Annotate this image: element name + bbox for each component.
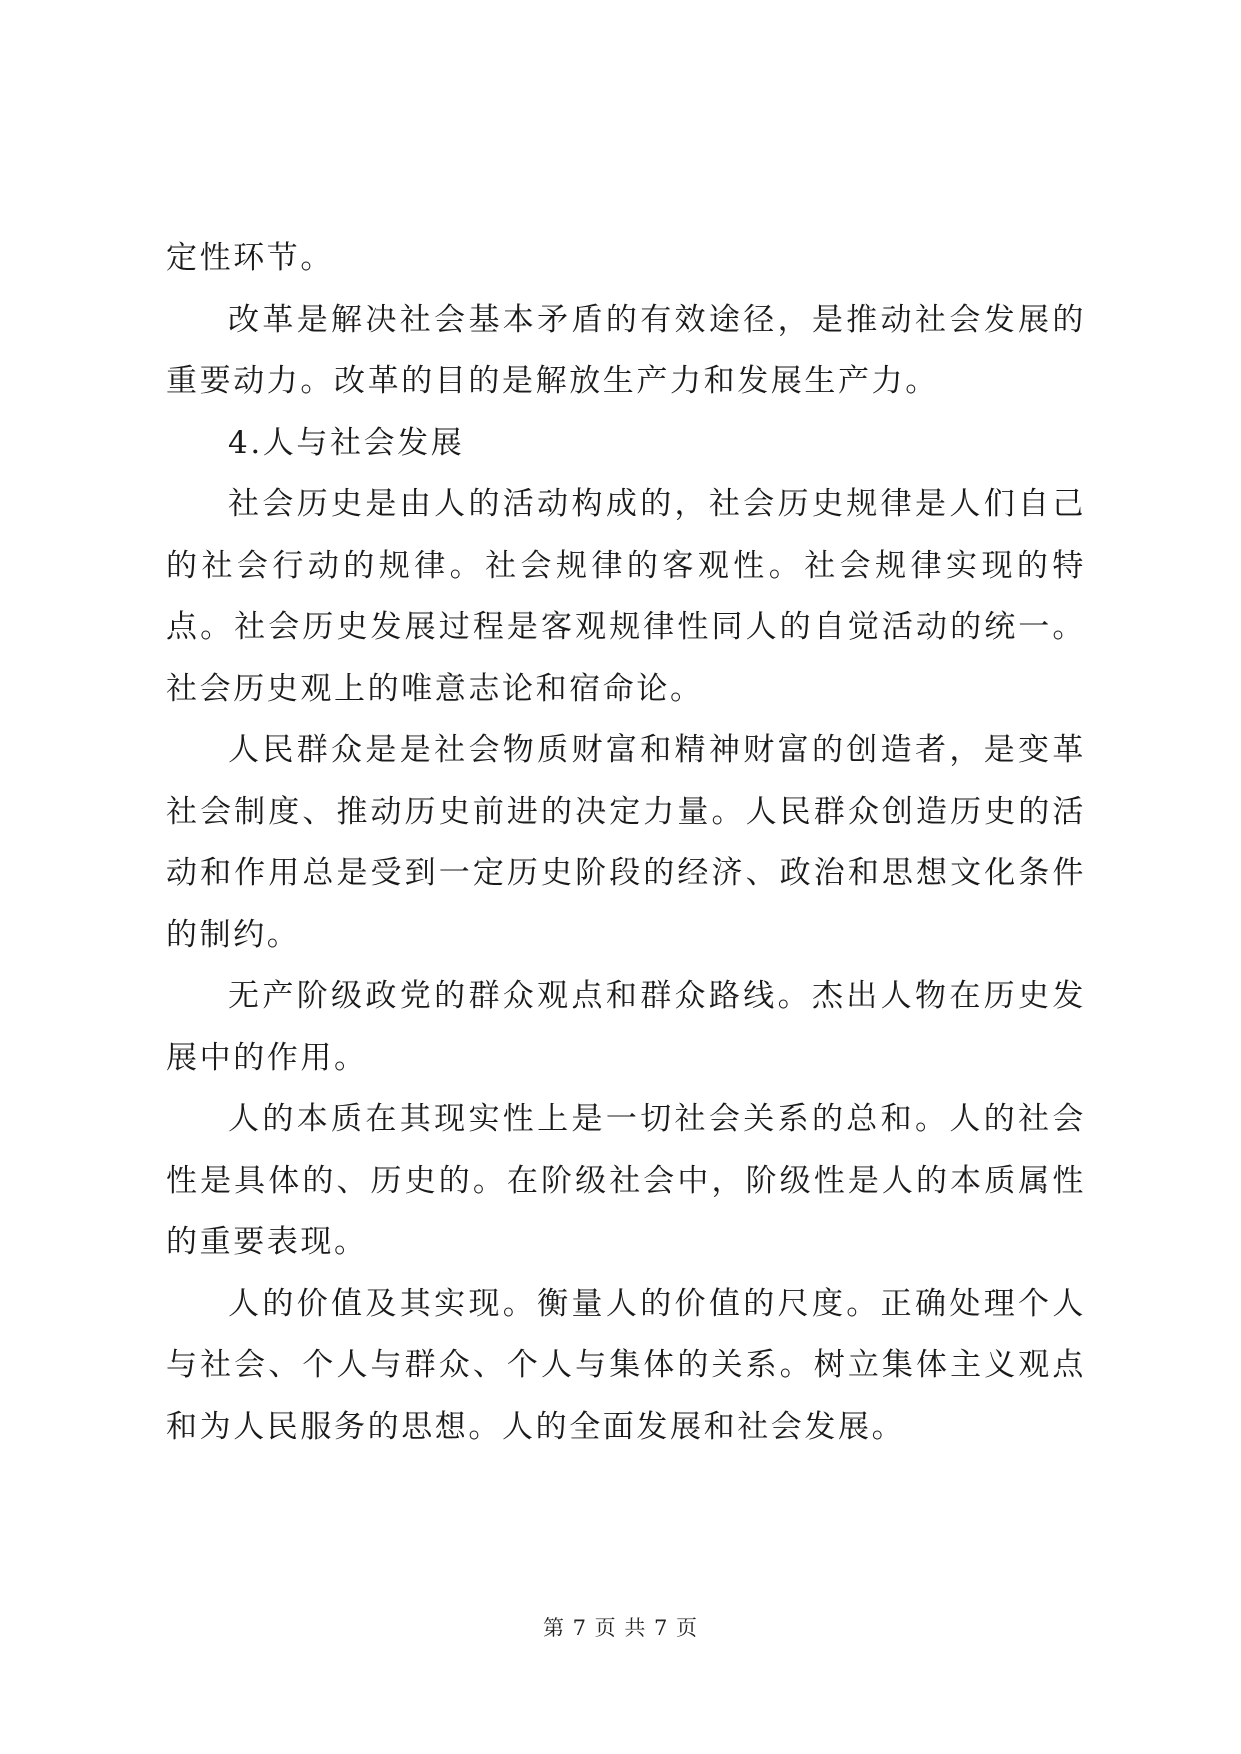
page-footer: [0, 1612, 1241, 1642]
paragraph-6: 人的本质在其现实性上是一切社会关系的总和。人的社会性是具体的、历史的。在阶级社会中，阶级性是人的本质属性的重要表现。: [166, 1101, 1086, 1260]
paragraph-5: 无产阶级政党的群众观点和群众路线。杰出人物在历史发展中的作用。: [166, 978, 1086, 1076]
paragraph-7: 人的价值及其实现。衡量人的价值的尺度。正确处理个人与社会、个人与群众、个人与集体的关系。树立集体主义观点和为人民服务的思想。人的全面发展和社会发展。: [166, 1285, 1086, 1445]
section-heading: 4.人与社会发展: [228, 424, 465, 461]
paragraph-2: 改革是解决社会基本矛盾的有效途径，是推动社会发展的重要动力。改革的目的是解放生产力和发展生产力。: [166, 301, 1086, 399]
paragraph-1: 定性环节。: [166, 240, 334, 276]
paragraph-3: 社会历史是由人的活动构成的，社会历史规律是人们自己的社会行动的规律。社会规律的客观性。社会规律实现的特点。社会历史发展过程是客观规律性同人的自觉活动的统一。社会历史观上的唯意志论和宿命论。: [166, 486, 1086, 707]
paragraph-4: 人民群众是是社会物质财富和精神财富的创造者，是变革社会制度、推动历史前进的决定力量。人民群众创造历史的活动和作用总是受到一定历史阶段的经济、政治和思想文化条件的制约。: [166, 732, 1086, 953]
document-body: [166, 228, 1086, 1458]
page-number: 第 7 页 共 7 页: [542, 1616, 699, 1640]
